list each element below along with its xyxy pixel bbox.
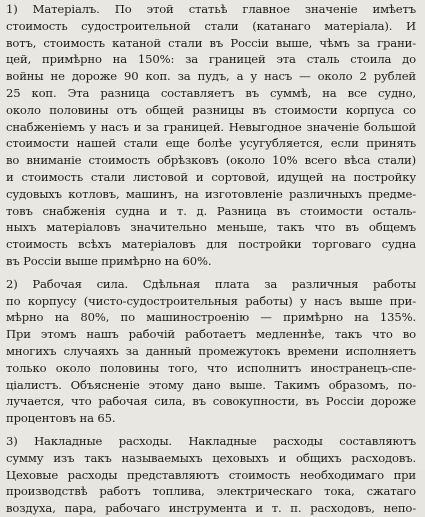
text-line: вотъ, стоимость катаной стали въ Россіи выше, чѣмъ за грани- <box>6 35 416 50</box>
text-line: стоимости нашей стали еще болѣе усугубляется, если принять <box>6 136 416 151</box>
paragraph-overhead <box>6 433 416 517</box>
text-line: сумму изъ такъ называемыхъ цеховыхъ и общихъ расходовъ. <box>6 450 416 465</box>
text-line: ныхъ матеріаловъ значительно меньше, такъ что въ общемъ <box>6 220 416 235</box>
text-line: въ Россіи выше примѣрно на 60%. <box>6 253 212 268</box>
text-line: судовыхъ котловъ, машинъ, на изготовленіе различныхъ предме- <box>6 186 416 201</box>
text-line: снабженіемъ у насъ и за границей. Невыгодное значеніе большой <box>6 119 416 134</box>
text-line: многихъ случаяхъ за данный промежутокъ времени исполняетъ <box>6 343 416 358</box>
text-line: только около половины того, что исполнитъ иностранецъ-спе- <box>6 360 416 375</box>
text-line: производствѣ работъ топлива, электрическаго тока, сжатаго <box>6 484 416 499</box>
text-line: цей, примѣрно на 150%: за границей эта сталь стоила до <box>6 52 416 67</box>
text-line: стоимость всѣхъ матеріаловъ для постройки торговаго судна <box>6 237 416 252</box>
text-line: 1) Матеріалъ. По этой статьѣ главное значеніе имѣетъ <box>6 2 416 16</box>
text-line: 3) Накладные расходы. Накладные расходы составляютъ <box>6 433 416 448</box>
text-line: во вниманіе стоимость обрѣзковъ (около 10% всего вѣса стали) <box>6 153 416 168</box>
text-line: и стоимость стали листовой и сортовой, идущей на постройку <box>6 169 416 184</box>
text-line: ціалистъ. Объясненіе этому дано выше. Такимъ образомъ, по- <box>6 377 416 392</box>
text-line: по корпусу (чисто-судостроительныя работы) у насъ выше при- <box>6 293 416 308</box>
text-line: процентовъ на 65. <box>6 411 116 426</box>
text-line: около половины отъ общей разницы въ стоимости корпуса со <box>6 102 416 117</box>
text-line: Цеховые расходы представляютъ стоимость необходимаго при <box>6 467 416 482</box>
text-line: войны не дороже 90 коп. за пудъ, а у насъ — около 2 рублей <box>6 69 416 84</box>
text-line: лучается, что рабочая сила, въ совокупности, въ Россіи дороже <box>6 394 416 409</box>
text-line: 25 коп. Эта разница составляетъ въ суммѣ, на все судно, <box>6 85 416 100</box>
text-line: товъ снабженія судна и т. д. Разница въ стоимости осталь- <box>6 203 416 218</box>
paragraph-materials <box>6 1 416 270</box>
document-text <box>6 1 416 517</box>
text-line: воздуха, пара, рабочаго инструмента и т. п. расходовъ, непо- <box>6 501 416 516</box>
text-line: При этомъ нашъ рабочій работаетъ медленнѣе, такъ что во <box>6 327 416 342</box>
text-line: мѣрно на 80%, по машиностроенію — примѣрно на 135%. <box>6 310 416 325</box>
text-line: стоимость судостроительной стали (катанаго матеріала). И <box>6 18 416 33</box>
paragraph-labor <box>6 276 416 427</box>
text-line: 2) Рабочая сила. Сдѣльная плата за различныя работы <box>6 276 416 291</box>
